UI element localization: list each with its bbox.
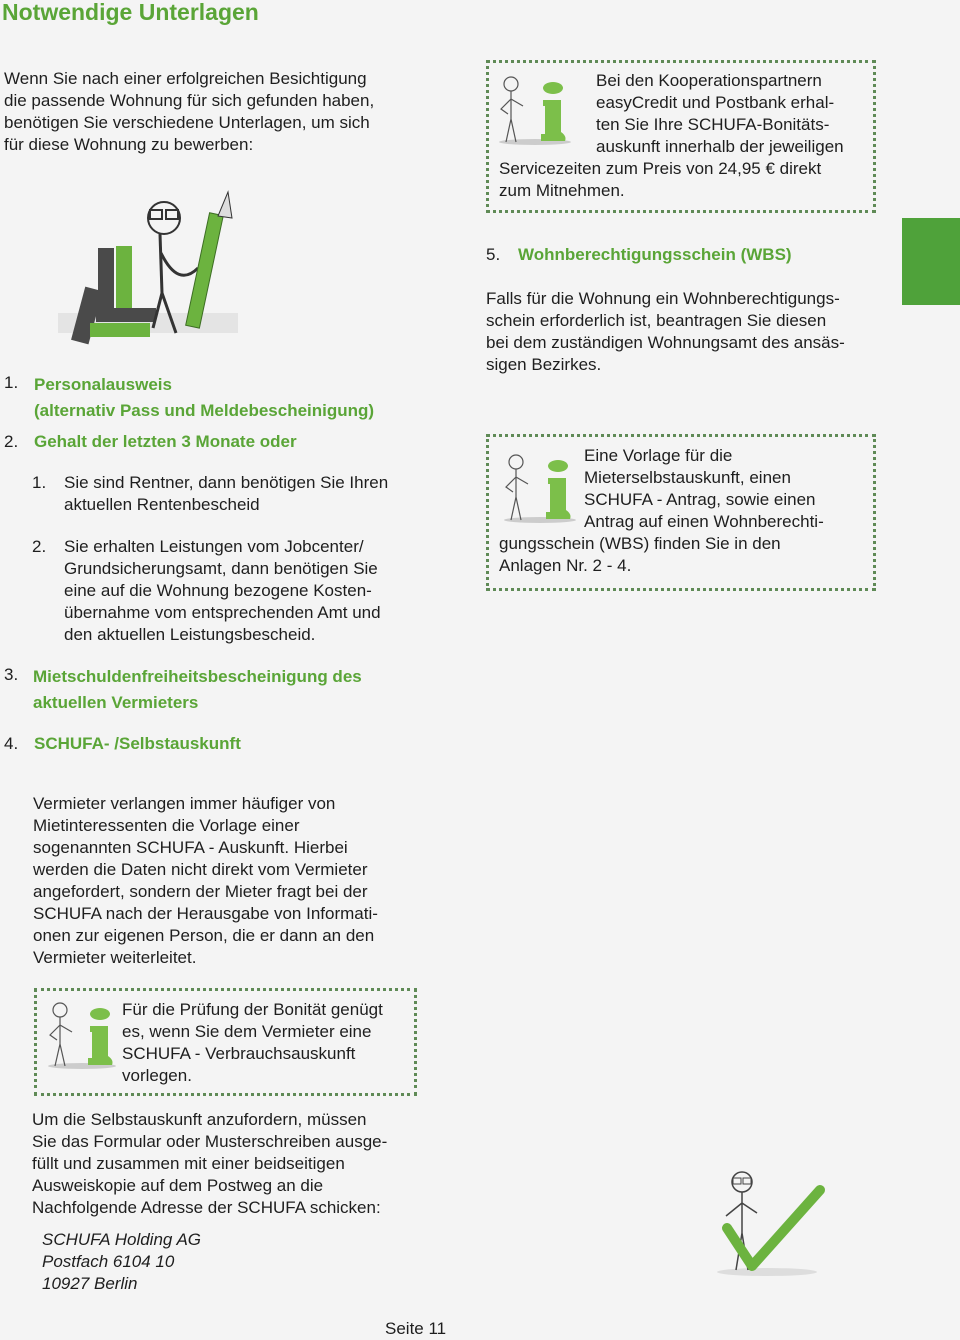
item-4-heading: SCHUFA- /Selbstauskunft [34, 734, 241, 753]
text-line: Servicezeiten zum Preis von 24,95 € direkt [499, 159, 822, 178]
page-title: Notwendige Unterlagen [2, 0, 259, 25]
text-line: die passende Wohnung für sich gefunden haben, [4, 91, 375, 110]
info-icon [500, 452, 580, 524]
request-paragraph [32, 1109, 387, 1219]
text-line: onen zur eigenen Person, die er dann an den [33, 926, 375, 945]
text-line: vorlegen. [122, 1066, 192, 1085]
text-line: Personalausweis [34, 375, 172, 394]
text-line: Grundsicherungsamt, dann benötigen Sie [64, 559, 378, 578]
subitem-1-number: 1. [32, 473, 47, 492]
text-line: den aktuellen Leistungsbescheid. [64, 625, 316, 644]
text-line: 10927 Berlin [42, 1274, 138, 1293]
info-icon [44, 1000, 120, 1070]
item-1-number: 1. [4, 373, 19, 392]
text-line: Mieterselbstauskunft, einen [584, 468, 791, 487]
item-1-heading [34, 372, 374, 424]
text-line: schein erforderlich ist, beantragen Sie diesen [486, 311, 827, 330]
text-line: Eine Vorlage für die [584, 446, 733, 465]
info-box-2-text-bottom [499, 533, 781, 577]
item-5-number: 5. [486, 245, 501, 264]
text-line: SCHUFA - Verbrauchsauskunft [122, 1044, 356, 1063]
text-line: auskunft innerhalb der jeweiligen [596, 137, 844, 156]
text-line: Vermieter weiterleitet. [33, 948, 197, 967]
text-line: benötigen Sie verschiedene Unterlagen, um sich [4, 113, 370, 132]
info-box-3-text [122, 999, 383, 1087]
text-line: bei dem zuständigen Wohnungsamt des ansäs- [486, 333, 845, 352]
item-5-text [486, 288, 845, 376]
text-line: aktuellen Rentenbescheid [64, 495, 260, 514]
page-number: Seite 11 [385, 1319, 447, 1338]
item-4-number: 4. [4, 734, 19, 753]
chapter-tab-marker [902, 218, 960, 305]
text-line: aktuellen Vermieters [33, 693, 199, 712]
text-line: Nachfolgende Adresse der SCHUFA schicken: [32, 1198, 381, 1217]
subitem-2-text [64, 536, 381, 646]
info-box-1-text-bottom [499, 158, 821, 202]
text-line: eine auf die Wohnung bezogene Kosten- [64, 581, 372, 600]
text-line: Ausweiskopie auf dem Postweg an die [32, 1176, 324, 1195]
person-checkmark-illustration [712, 1168, 827, 1278]
text-line: füllt und zusammen mit einer beidseitigen [32, 1154, 345, 1173]
text-line: angefordert, sondern der Mieter fragt bei der [33, 882, 368, 901]
text-line: für diese Wohnung zu bewerben: [4, 135, 254, 154]
text-line: Für die Prüfung der Bonität genügt [122, 1000, 383, 1019]
subitem-1-text [64, 472, 388, 516]
info-box-2-text-top [584, 445, 824, 533]
text-line: easyCredit und Postbank erhal- [596, 93, 835, 112]
intro-paragraph [4, 68, 374, 156]
info-icon [495, 74, 575, 146]
text-line: gungsschein (WBS) finden Sie in den [499, 534, 781, 553]
subitem-2-number: 2. [32, 537, 47, 556]
text-line: Mietschuldenfreiheitsbescheinigung des [33, 667, 362, 686]
text-line: Sie sind Rentner, dann benötigen Sie Ihren [64, 473, 389, 492]
text-line: Wenn Sie nach einer erfolgreichen Besichtigung [4, 69, 367, 88]
text-line: Sie erhalten Leistungen vom Jobcenter/ [64, 537, 364, 556]
text-line: Vermieter verlangen immer häufiger von [33, 794, 336, 813]
schufa-paragraph [33, 793, 378, 969]
text-line: Postfach 6104 10 [42, 1252, 175, 1271]
text-line: Antrag auf einen Wohnberechti- [584, 512, 824, 531]
text-line: SCHUFA Holding AG [42, 1230, 202, 1249]
text-line: (alternativ Pass und Meldebescheinigung) [34, 401, 375, 420]
text-line: Um die Selbstauskunft anzufordern, müssen [32, 1110, 367, 1129]
item-5-heading: Wohnberechtigungsschein (WBS) [518, 245, 792, 264]
text-line: SCHUFA nach der Herausgabe von Informati- [33, 904, 378, 923]
schufa-address [42, 1229, 201, 1295]
item-2-heading: Gehalt der letzten 3 Monate oder [34, 432, 297, 451]
info-box-1-text-top [596, 70, 844, 158]
item-2-number: 2. [4, 432, 19, 451]
text-line: Bei den Kooperationspartnern [596, 71, 822, 90]
text-line: ten Sie Ihre SCHUFA-Bonitäts- [596, 115, 830, 134]
text-line: Mietinteressenten die Vorlage einer [33, 816, 300, 835]
text-line: SCHUFA - Antrag, sowie einen [584, 490, 816, 509]
item-3-number: 3. [4, 665, 19, 684]
text-line: es, wenn Sie dem Vermieter eine [122, 1022, 372, 1041]
text-line: übernahme vom entsprechenden Amt und [64, 603, 381, 622]
text-line: sogenannten SCHUFA - Auskunft. Hierbei [33, 838, 348, 857]
text-line: werden die Daten nicht direkt vom Vermieter [33, 860, 368, 879]
text-line: Falls für die Wohnung ein Wohnberechtigungs- [486, 289, 840, 308]
text-line: Anlagen Nr. 2 - 4. [499, 556, 632, 575]
person-folders-pencil-illustration [58, 188, 243, 358]
item-3-heading [33, 664, 362, 716]
text-line: Sie das Formular oder Musterschreiben ausge- [32, 1132, 388, 1151]
text-line: sigen Bezirkes. [486, 355, 602, 374]
text-line: zum Mitnehmen. [499, 181, 625, 200]
